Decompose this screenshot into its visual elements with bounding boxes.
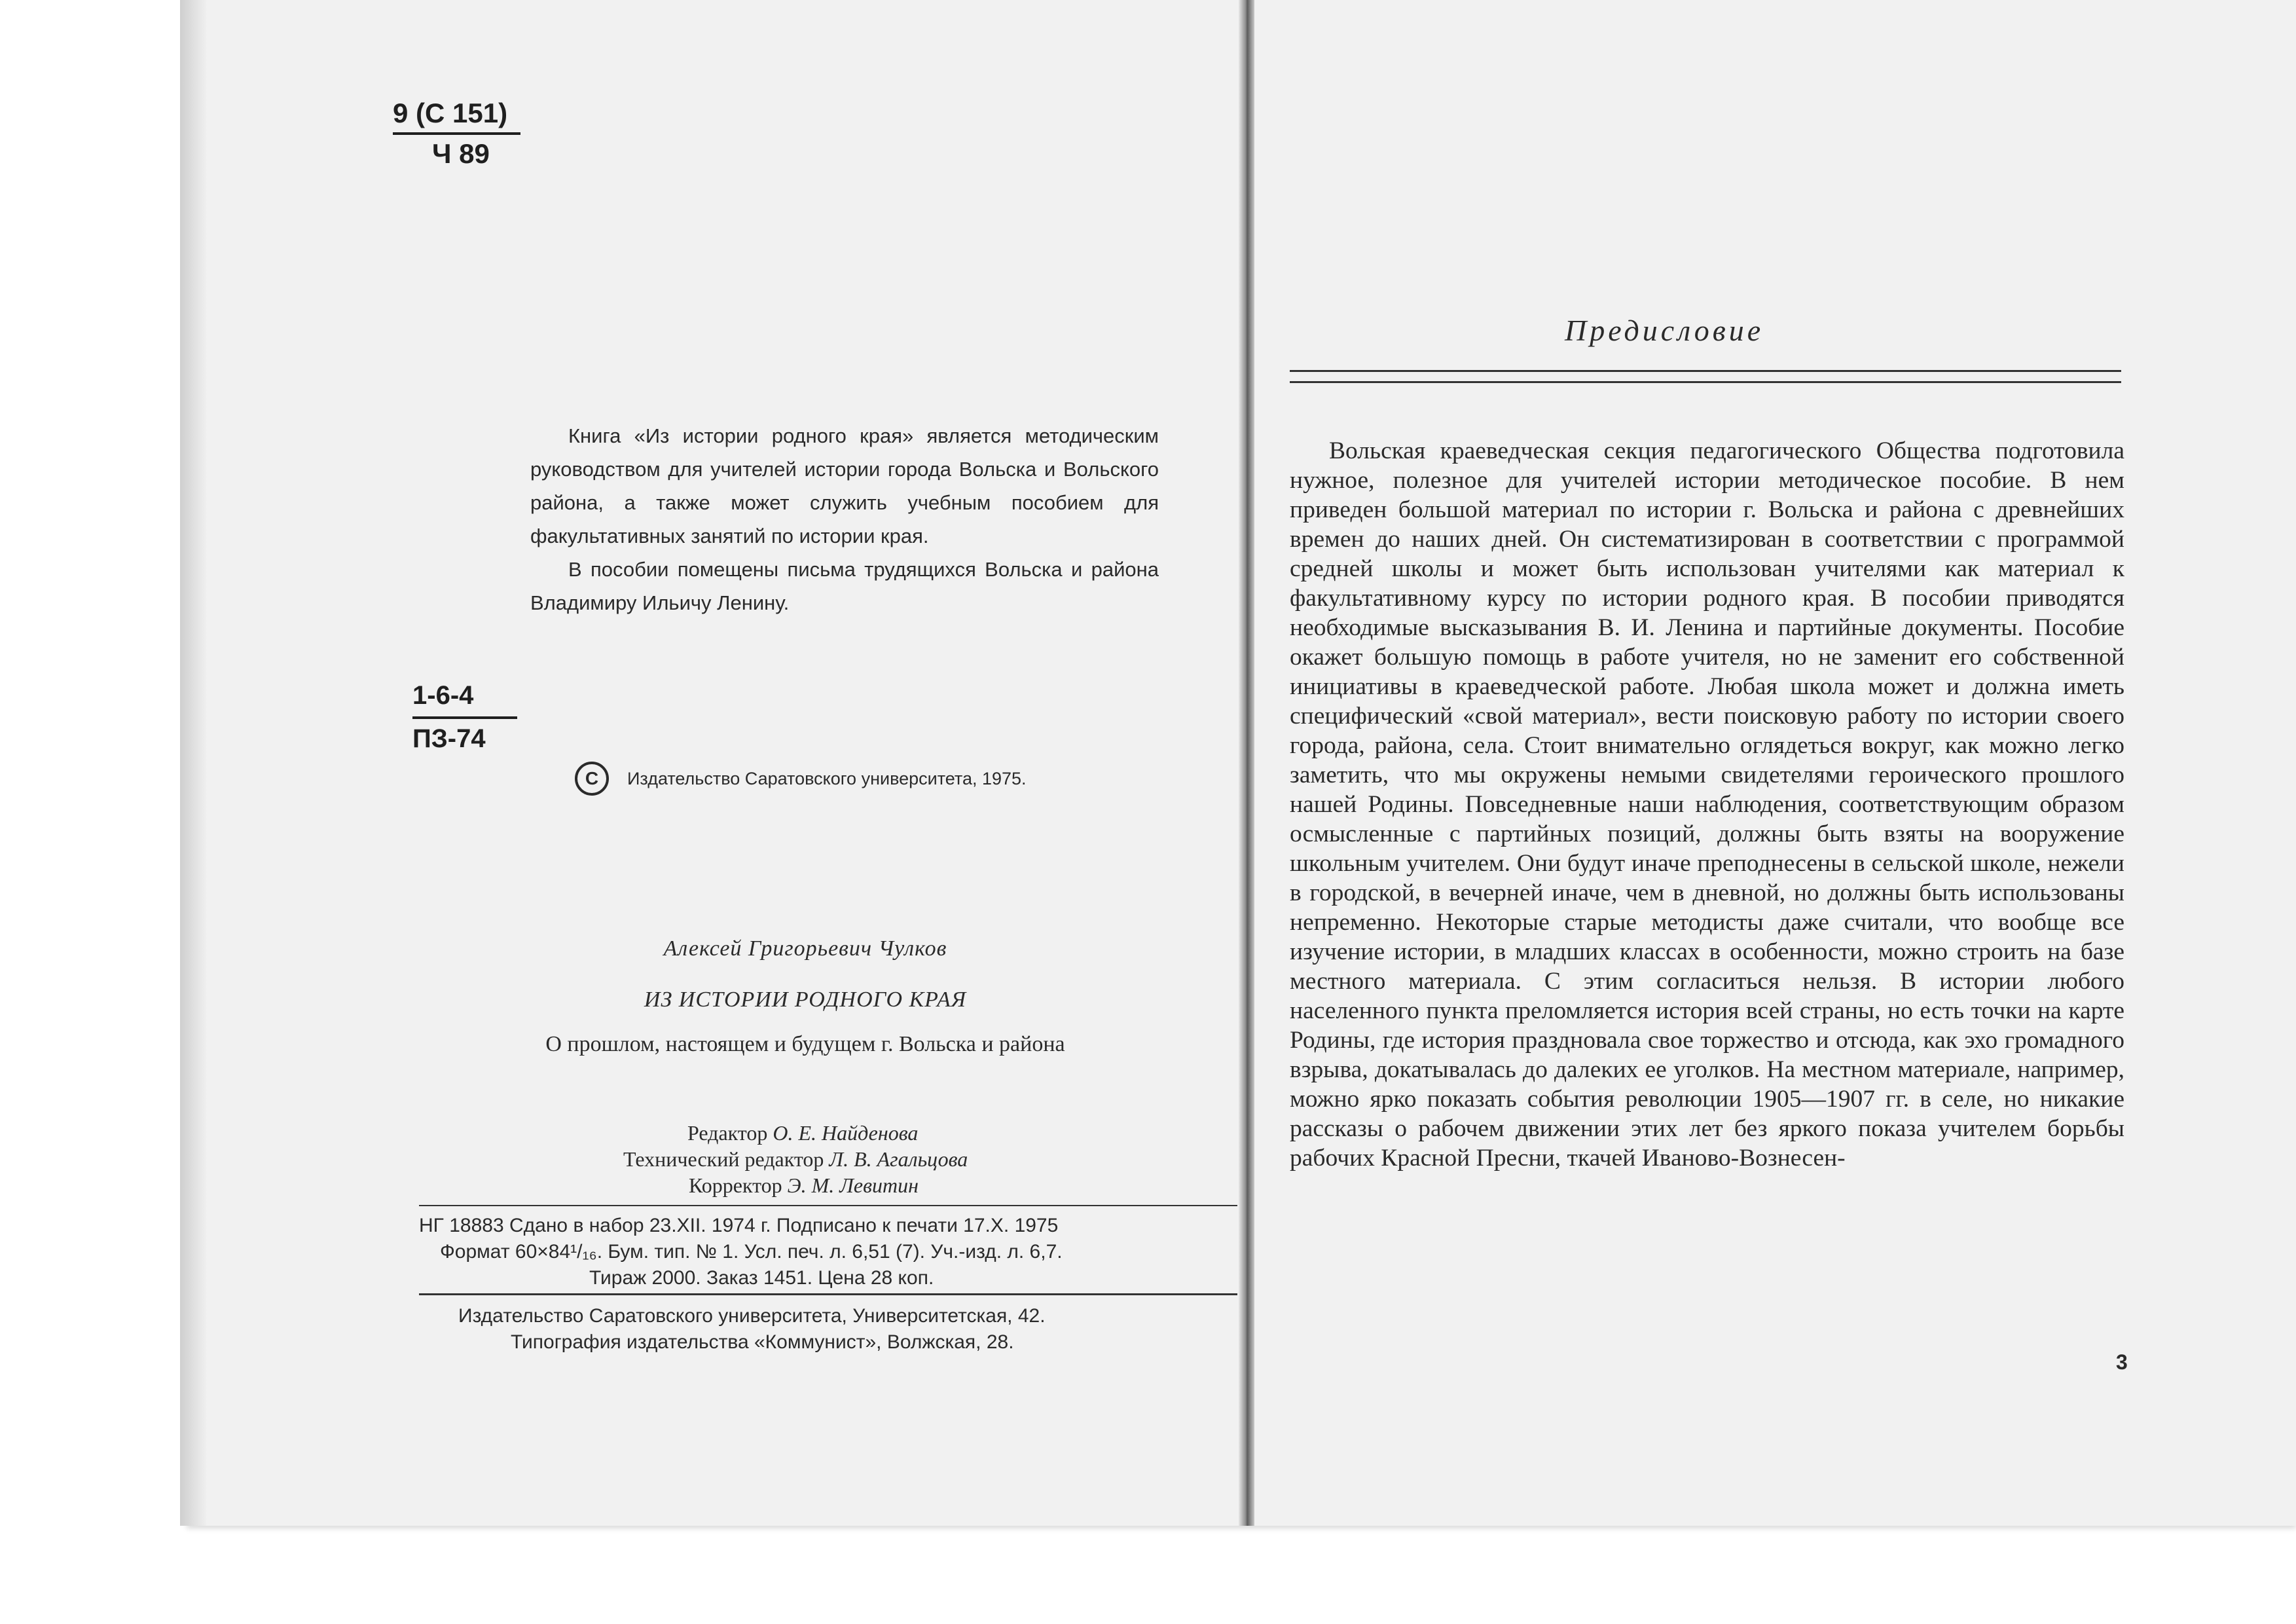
book-spine <box>1239 0 1254 1526</box>
tech-editor-name: Л. В. Агальцова <box>829 1147 968 1171</box>
bbk-numerator: 9 (С 151) <box>393 98 508 128</box>
copyright-icon: С <box>575 762 609 796</box>
imprint-line: НГ 18883 Сдано в набор 23.XII. 1974 г. Подписано к печати 17.X. 1975 <box>419 1215 1059 1236</box>
imprint-line: Формат 60×84¹/₁₆. Бум. тип. № 1. Усл. печ. л. 6,51 (7). Уч.-изд. л. 6,7. <box>440 1241 1063 1263</box>
annotation-paragraph: В пособии помещены письма трудящихся Вольска и района Владимиру Ильичу Ленину. <box>530 558 1159 614</box>
tech-editor-label: Технический редактор <box>623 1147 824 1171</box>
imprint-line: Тираж 2000. Заказ 1451. Цена 28 коп. <box>589 1267 934 1289</box>
editor-row <box>609 1120 968 1146</box>
book-title: ИЗ ИСТОРИИ РОДНОГО КРАЯ <box>644 987 967 1012</box>
copyright-text: Издательство Саратовского университета, 1975. <box>627 768 1027 788</box>
catalog-code-denominator: ПЗ-74 <box>412 716 517 753</box>
tech-editor-row <box>609 1146 968 1172</box>
imprint-divider <box>419 1205 1237 1206</box>
preface-body <box>1290 436 2124 1173</box>
book-info <box>406 936 1205 1057</box>
preface-paragraph: Вольская краеведческая секция педагогического Общества подготовила нужное, полезное для учителей истории методическое пособие. В нем приведен большой материал по истории г. Вольска и района с древнейших времен до наших дней. Он систематизирован в соответствии с программой средней школы и может быть использован учителями как материал к факультативному курсу по истории родного края. В пособии приводятся необходимые высказывания В. И. Ленина и партийные документы. Пособие окажет большую помощь в работе учителя, но не заменит его собственной инициативы в краеведческой работе. Любая школа может и должна иметь специфический «свой материал», вести поисковую работу по истории своего города, района, села. Стоит внимательно оглядеться вокруг, как можно легко заметить, что мы окружены немыми свидетелями героического прошлого нашей Родины. Повседневные наши наблюдения, соответствующим образом осмысленные с партийных позиций, должны быть взяты на вооружение школьным учителем. Они будут иначе преподнесены в сельской школе, нежели в городской, в вечерней иначе, чем в дневной, но должны быть использованы непременно. Некоторые старые методисты даже считали, что вообще все изучение истории, в младших классах в особенности, можно строить на базе местного материала. С этим согласиться нельзя. В истории любого населенного пункта преломляется история всей страны, но есть точки на карте Родины, где история праздновала свое торжество и отсюда, как эхо громадного взрыва, докатывалась до далеких ее уголков. На местном материале, например, можно ярко показать события революции 1905—1907 гг. в селе, но никакие рассказы о рабочем движении этих лет без яркого показа учителем борьбы рабочих Красной Пресни, ткачей Иваново-Вознесен- <box>1290 437 2124 1172</box>
editor-label: Редактор <box>687 1121 768 1145</box>
catalog-code <box>412 681 517 753</box>
proofreader-row <box>609 1172 968 1198</box>
annotation-paragraph: Книга «Из истории родного края» является методическим руководством для учителей истории города Вольска и Вольского района, а также может служить учебным пособием для факультативных занятий по истории края. <box>530 424 1159 547</box>
catalog-code-numerator: 1-6-4 <box>412 681 474 710</box>
publisher-line: Типография издательства «Коммунист», Волжская, 28. <box>511 1331 1014 1353</box>
copyright-line <box>575 762 1027 796</box>
section-heading: Предисловие <box>1565 314 1764 347</box>
credits-block <box>609 1120 968 1198</box>
heading-rule <box>1290 370 2121 372</box>
imprint-divider <box>419 1293 1237 1295</box>
bbk-denominator: Ч 89 <box>393 132 520 169</box>
bbk-index <box>393 98 520 169</box>
publisher-block <box>458 1303 1211 1356</box>
publisher-line: Издательство Саратовского университета, Университетская, 42. <box>458 1305 1046 1327</box>
page-edge-shadow <box>180 0 206 1526</box>
imprint-block <box>419 1213 1237 1291</box>
book-subtitle: О прошлом, настоящем и будущем г. Вольска и района <box>545 1032 1065 1056</box>
heading-rule <box>1290 381 2121 383</box>
proofreader-name: Э. М. Левитин <box>787 1173 919 1197</box>
page-number: 3 <box>2116 1350 2128 1374</box>
author-name: Алексей Григорьевич Чулков <box>663 936 947 961</box>
editor-name: О. Е. Найденова <box>773 1121 919 1145</box>
proofreader-label: Корректор <box>689 1173 782 1197</box>
book-annotation <box>530 419 1159 619</box>
